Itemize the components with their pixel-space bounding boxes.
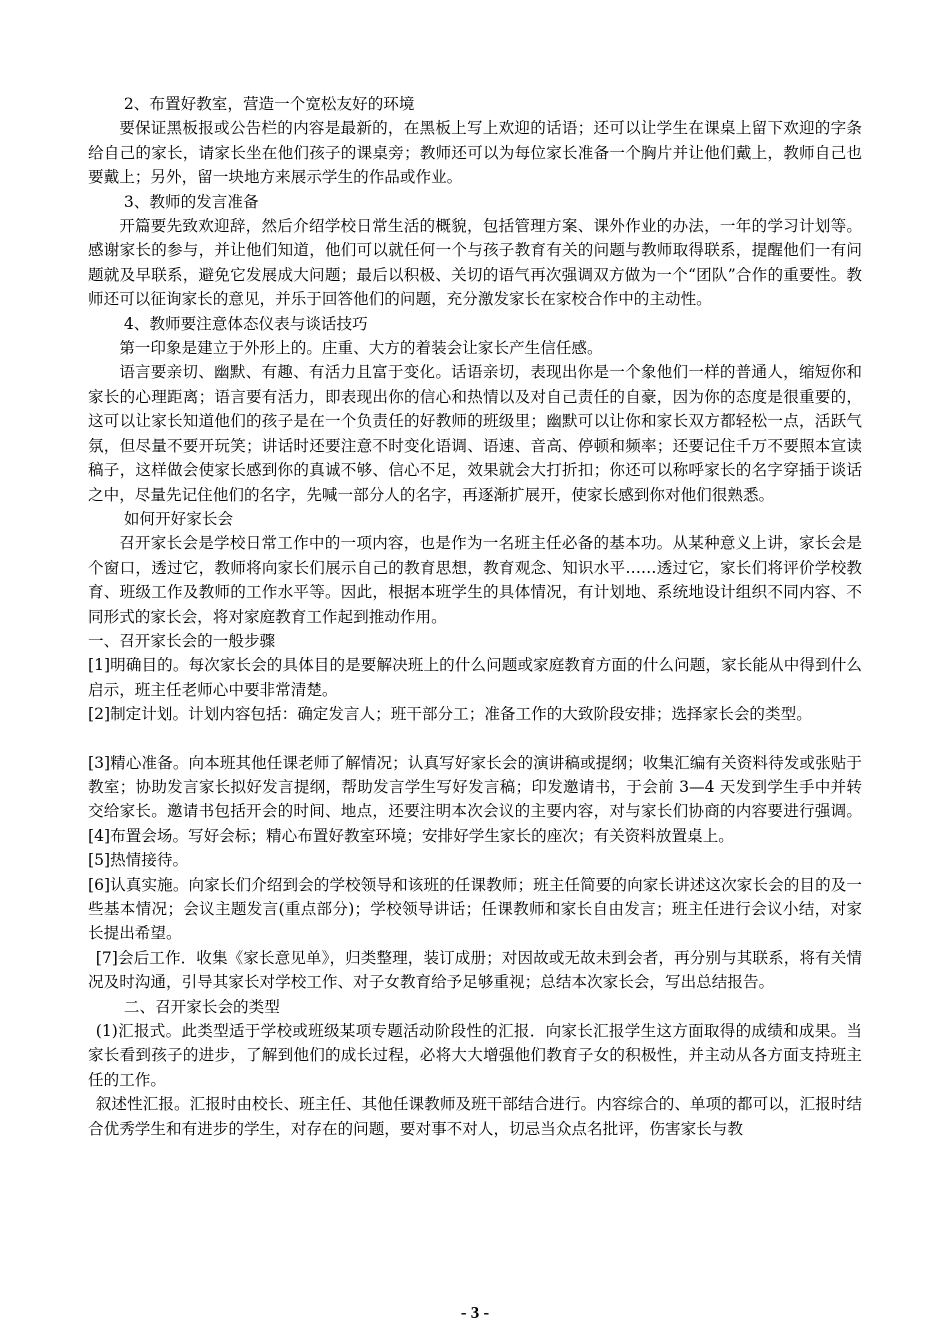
- list-item: [5]热情接待。: [88, 851, 189, 870]
- section-heading: 如何开好家长会: [123, 509, 234, 528]
- list-item: [1]明确目的。每次家长会的具体目的是要解决班上的什么问题或家庭教育方面的什么问题，家长能从中得到什么启示，班主任老师心中要非常清楚。: [88, 656, 862, 699]
- paragraph: 开篇要先致欢迎辞，然后介绍学校日常生活的概貌，包括管理方案、课外作业的办法，一年的学习计划等。感谢家长的参与，并让他们知道，他们可以就任何一个与孩子教育有关的问题与教师取得联系，提醒他们一有问题就及早联系，避免它发展成大问题；最后以积极、关切的语气再次强调双方做为一个“团队”合作的重要性。教师还可以征询家长的意见，并乐于回答他们的问题，充分激发家长在家校合作中的主动性。: [88, 217, 862, 309]
- list-item: [6]认真实施。向家长们介绍到会的学校领导和该班的任课教师；班主任简要的向家长讲述这次家长会的目的及一些基本情况；会议主题发言(重点部分)；学校领导讲话；任课教师和家长自由发言；班主任进行会议小结，对家长提出希望。: [88, 875, 862, 943]
- blank-line: [88, 727, 862, 751]
- section-heading: 二、召开家长会的类型: [123, 997, 280, 1016]
- paragraph: 要保证黑板报或公告栏的内容是最新的，在黑板上写上欢迎的话语；还可以让学生在课桌上留下欢迎的字条给自己的家长，请家长坐在他们孩子的课桌旁；教师还可以为每位家长准备一个胸片并让他们戴上，教师自己也要戴上；另外，留一块地方来展示学生的作品或作业。: [88, 119, 862, 187]
- list-item: [3]精心准备。向本班其他任课老师了解情况；认真写好家长会的演讲稿或提纲；收集汇编有关资料待发或张贴于教室；协助发言家长拟好发言提纲，帮助发言学生写好发言稿；印发邀请书，于会前 3—4 天发到学生手中并转交给家长。邀请书包括开会的时间、地点，还要注明本次会议的主要内容，对与家长们协商的内容要进行强调。[4]布置会场。写好会标；精心布置好教室环境；安排好学生家长的座次；有关资料放置桌上。: [88, 753, 862, 845]
- section-heading: 4、教师要注意体态仪表与谈话技巧: [123, 314, 368, 333]
- section-heading: 2、布置好教室，营造一个宽松友好的环境: [123, 95, 415, 113]
- paragraph: 召开家长会是学校日常工作中的一项内容，也是作为一名班主任必备的基本功。从某种意义上讲，家长会是个窗口，透过它，教师将向家长们展示自己的教育思想，教育观念、知识水平……透过它，家长们将评价学校教育、班级工作及教师的工作水平等。因此，根据本班学生的具体情况，有计划地、系统地设计组织不同内容、不同形式的家长会，将对家庭教育工作起到推动作用。: [88, 534, 862, 626]
- page-number: - 3 -: [460, 1303, 490, 1322]
- paragraph: 语言要亲切、幽默、有趣、有活力且富于变化。话语亲切，表现出你是一个象他们一样的普通人，缩短你和家长的心理距离；语言要有活力，即表现出你的信心和热情以及对自己责任的自豪，因为你的态度是很重要的，这可以让家长知道他们的孩子是在一个负责任的好教师的班级里；幽默可以让你和家长双方都轻松一点，活跃气氛，但尽量不要开玩笑；讲话时还要注意不时变化语调、语速、音高、停顿和频率；还要记住千万不要照本宣读稿子，这样做会使家长感到你的真诚不够、信心不足，效果就会大打折扣；你还可以称呼家长的名字穿插于谈话之中，尽量先记住他们的名字，先喊一部分人的名字，再逐渐扩展开，使家长感到你对他们很熟悉。: [88, 363, 862, 504]
- paragraph: (1)汇报式。此类型适于学校或班级某项专题活动阶段性的汇报．向家长汇报学生这方面取得的成绩和成果。当家长看到孩子的进步，了解到他们的成长过程，必将大大增强他们教育子女的积极性，并主动从各方面支持班主任的工作。: [88, 1022, 862, 1089]
- list-item: [2]制定计划。计划内容包括：确定发言人；班干部分工；准备工作的大致阶段安排；选择家长会的类型。: [88, 705, 812, 724]
- paragraph: 叙述性汇报。汇报时由校长、班主任、其他任课教师及班干部结合进行。内容综合的、单项的都可以，汇报时结合优秀学生和有进步的学生，对存在的问题，要对事不对人，切忌当众点名批评，伤害家长与教: [88, 1095, 862, 1138]
- paragraph: 第一印象是建立于外形上的。庄重、大方的着装会让家长产生信任感。: [119, 339, 603, 358]
- list-item: [7]会后工作．收集《家长意见单》，归类整理，装订成册；对因故或无故未到会者，再分别与其联系，将有关情况及时沟通，引导其家长对学校工作、对子女教育给予足够重视；总结本次家长会，写出总结报告。: [88, 948, 862, 992]
- section-heading: 一、召开家长会的一般步骤: [88, 631, 276, 650]
- section-heading: 3、教师的发言准备: [123, 192, 259, 211]
- document-body: [88, 92, 862, 1141]
